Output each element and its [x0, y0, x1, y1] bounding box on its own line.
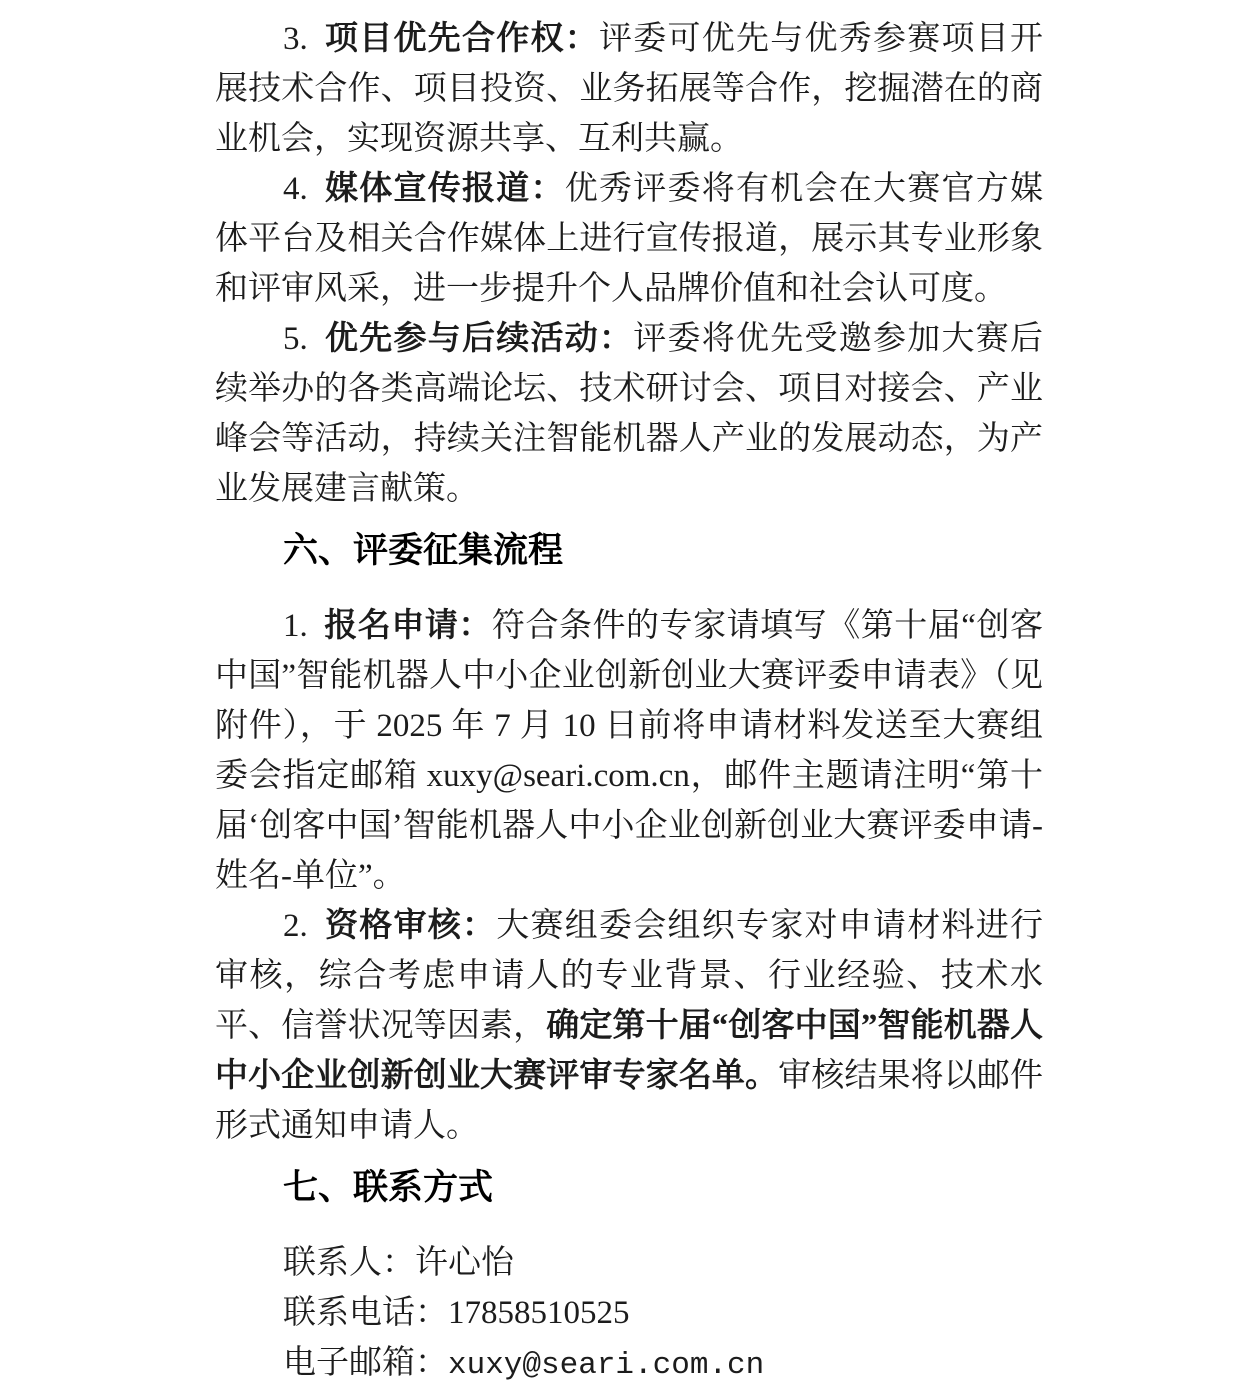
process-step-1 — [215, 601, 1043, 901]
process-step-2-text-before: 大赛组委会组织专家对申请材料进行审核，综合考虑申请人的专业背景、行业经验、技术水平、信誉状况等因素， — [215, 908, 1043, 1044]
section-7-heading: 七、联系方式 — [283, 1168, 494, 1208]
benefit-item-5-text: 评委将优先受邀参加大赛后续举办的各类高端论坛、技术研讨会、项目对接会、产业峰会等活动，持续关注智能机器人产业的发展动态，为产业发展建言献策。 — [215, 321, 1043, 507]
benefit-item-5-lead: 优先参与后续活动： — [323, 321, 634, 357]
benefit-item-4-number: 4. — [283, 171, 308, 207]
process-step-2-text-bold: 确定第十届“创客中国”智能机器人中小企业创新创业大赛评审专家名单。 — [215, 1008, 1044, 1094]
contact-person-line — [215, 1238, 1043, 1288]
process-step-2-number: 2. — [283, 908, 308, 944]
process-step-2-lead: 资格审核： — [323, 908, 497, 944]
benefit-item-4 — [215, 164, 1043, 314]
contact-phone-line — [215, 1288, 1043, 1338]
benefit-item-4-lead: 媒体宣传报道： — [323, 171, 565, 207]
benefit-item-5-number: 5. — [283, 321, 308, 357]
section-6-heading: 六、评委征集流程 — [283, 531, 564, 571]
benefit-item-3 — [215, 14, 1043, 164]
contact-email-label: 电子邮箱： — [283, 1345, 448, 1381]
contact-email-line — [215, 1338, 1043, 1391]
benefit-item-3-lead: 项目优先合作权： — [323, 21, 599, 57]
process-step-1-lead: 报名申请： — [323, 608, 492, 644]
benefit-item-3-number: 3. — [283, 21, 308, 57]
contact-person-label: 联系人： — [283, 1245, 415, 1281]
contact-phone-value: 17858510525 — [448, 1295, 630, 1331]
process-step-1-text: 符合条件的专家请填写《第十届“创客中国”智能机器人中小企业创新创业大赛评委申请表》（见附件），于 2025 年 7 月 10 日前将申请材料发送至大赛组委会指定邮箱 xuxy@seari.com.cn，邮件主题请注明“第十届‘创客中国’智能机器人中小企业创新创业大赛评委申请-姓名-单位”。 — [215, 608, 1044, 894]
benefit-item-3-text: 评委可优先与优秀参赛项目开展技术合作、项目投资、业务拓展等合作，挖掘潜在的商业机会，实现资源共享、互利共赢。 — [215, 21, 1043, 157]
benefit-item-5 — [215, 314, 1043, 514]
process-step-2-text-after: 审核结果将以邮件形式通知申请人。 — [215, 1058, 1043, 1144]
process-step-2 — [215, 901, 1043, 1151]
process-step-1-number: 1. — [283, 608, 308, 644]
contact-phone-label: 联系电话： — [283, 1295, 448, 1331]
benefit-item-4-text: 优秀评委将有机会在大赛官方媒体平台及相关合作媒体上进行宣传报道，展示其专业形象和评审风采，进一步提升个人品牌价值和社会认可度。 — [215, 171, 1043, 307]
contact-email-value: xuxy@seari.com.cn — [448, 1348, 765, 1383]
contact-person-value: 许心怡 — [415, 1245, 514, 1281]
